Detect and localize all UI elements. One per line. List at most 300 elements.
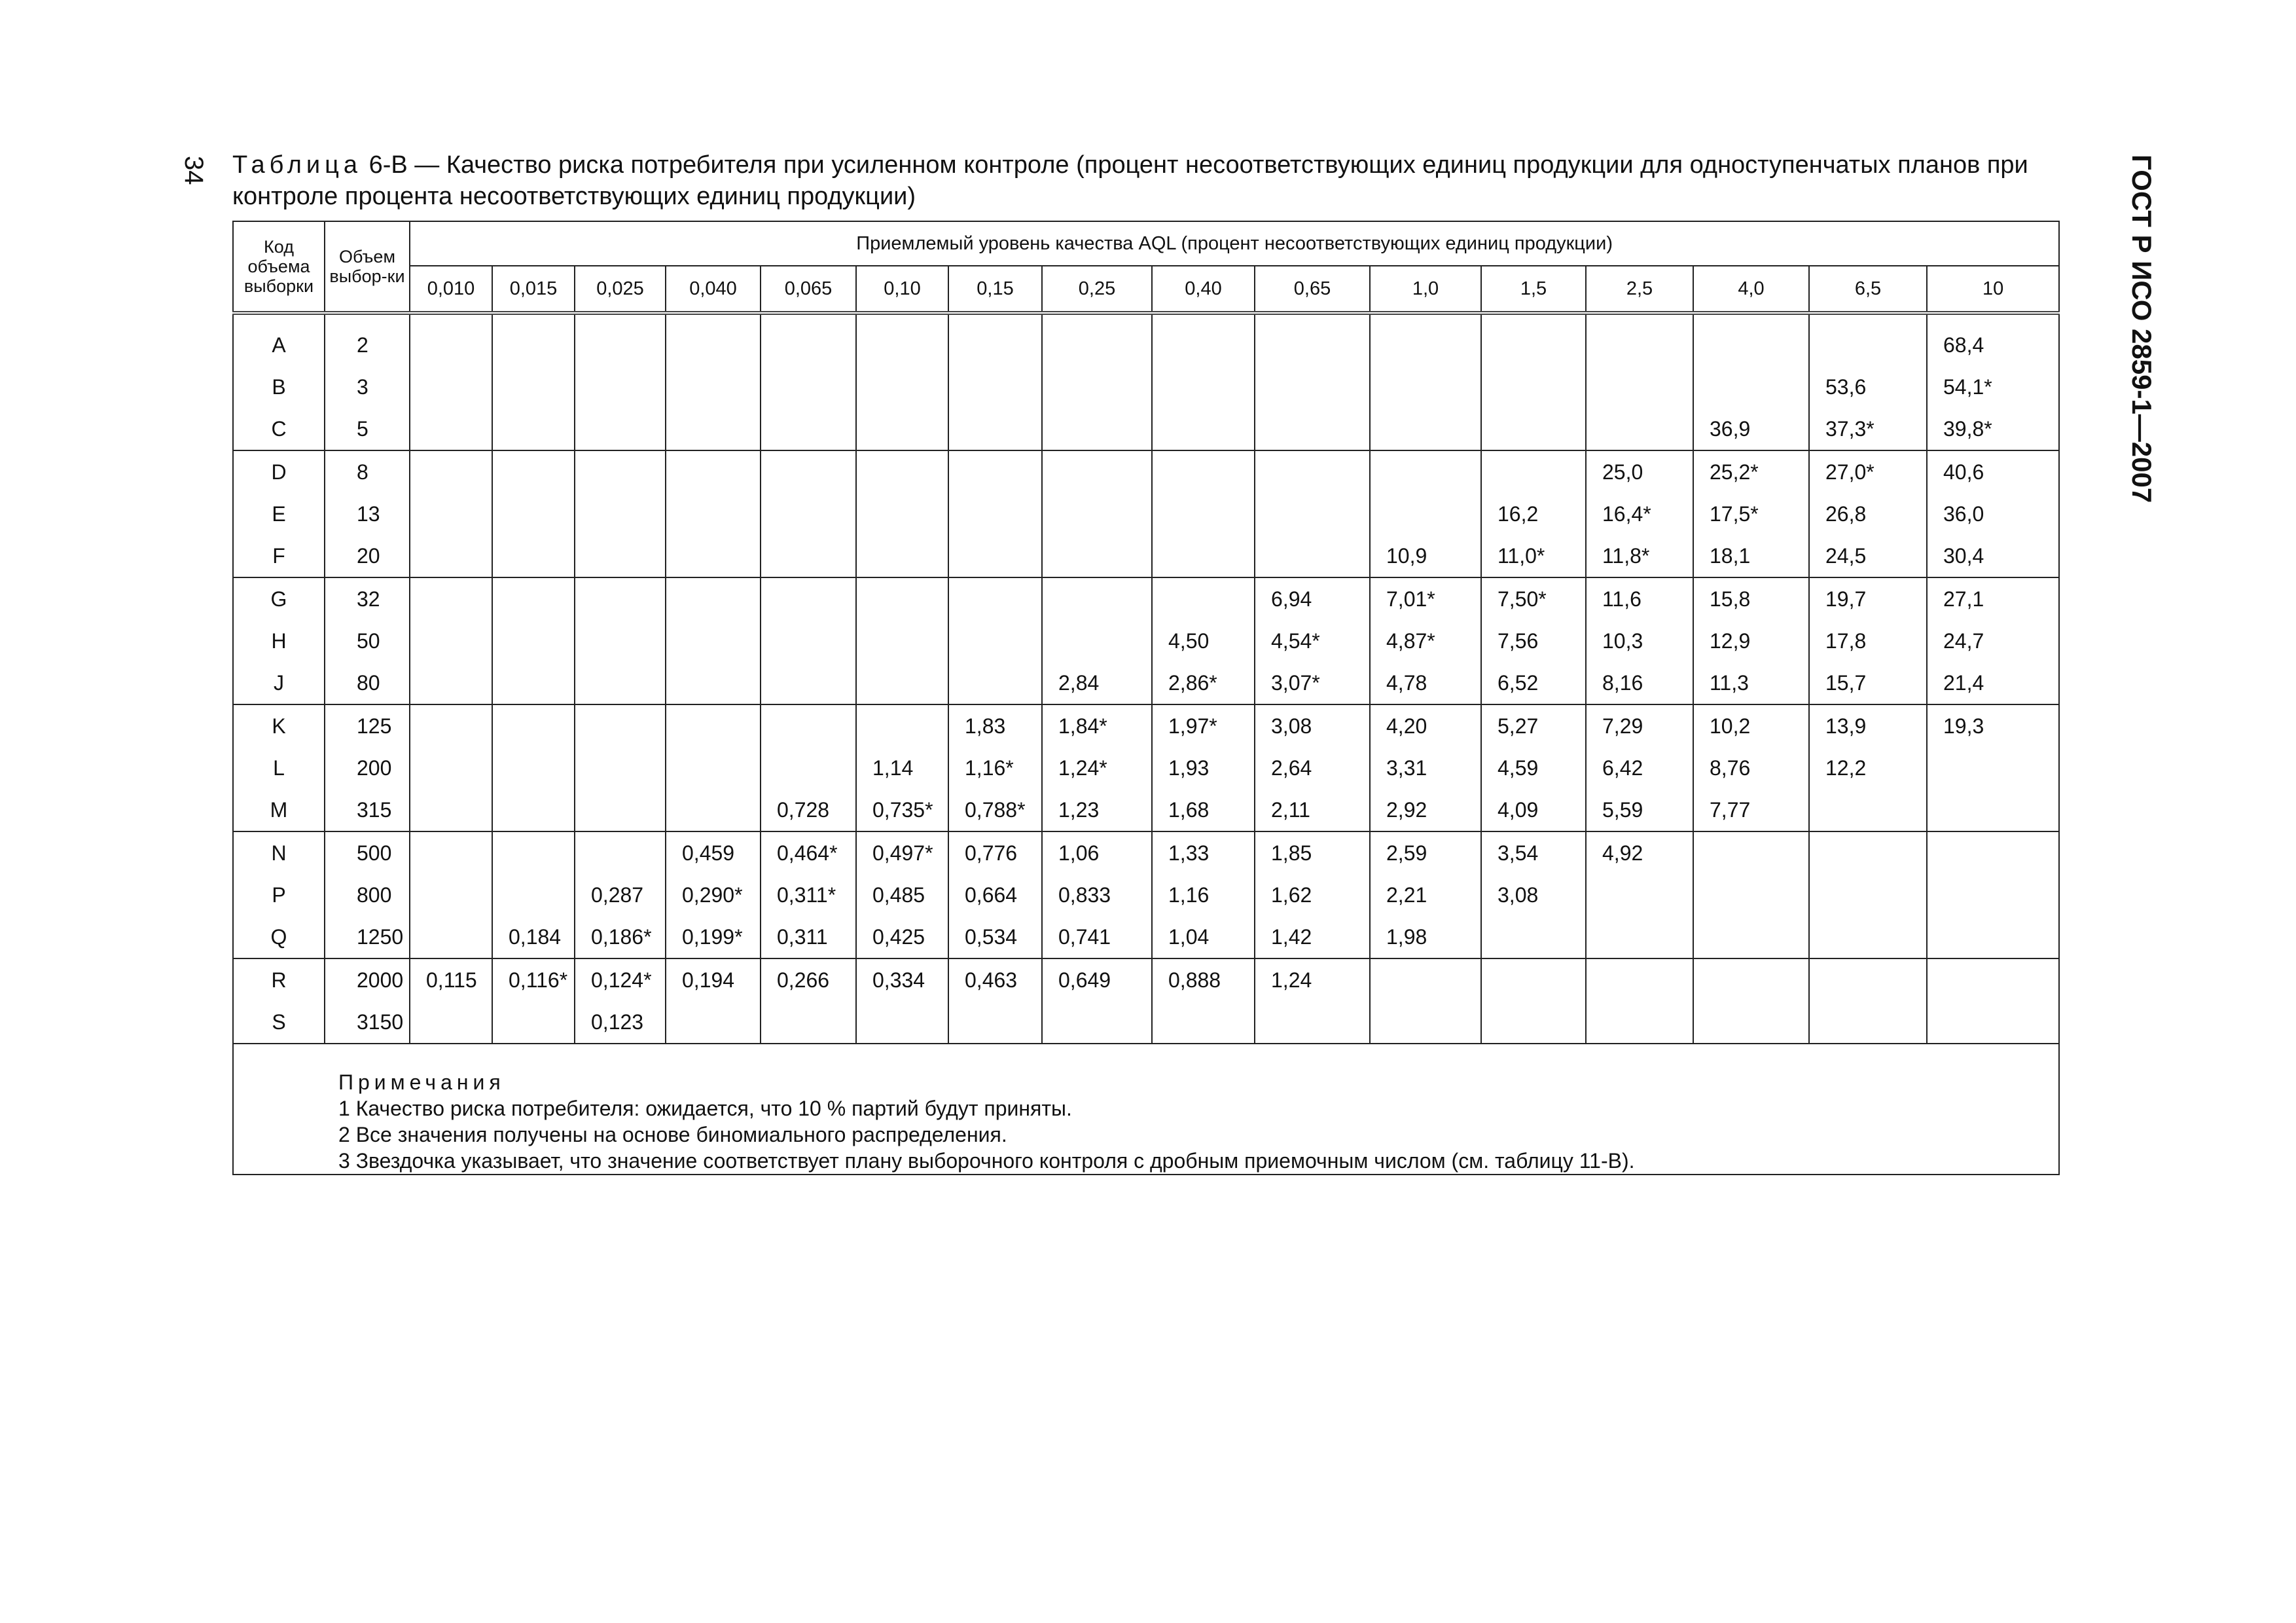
risk-value bbox=[1042, 408, 1152, 450]
risk-value bbox=[410, 366, 492, 408]
risk-value bbox=[492, 366, 575, 408]
risk-value bbox=[1586, 1001, 1693, 1044]
risk-value: 7,77 bbox=[1693, 789, 1809, 831]
risk-value: 13,9 bbox=[1809, 704, 1927, 747]
risk-value bbox=[1586, 874, 1693, 916]
risk-value: 15,7 bbox=[1809, 662, 1927, 704]
risk-value: 0,459 bbox=[666, 831, 761, 874]
risk-value: 3,07* bbox=[1255, 662, 1370, 704]
risk-value bbox=[410, 620, 492, 662]
risk-value: 2,86* bbox=[1152, 662, 1255, 704]
risk-value bbox=[1152, 493, 1255, 535]
sample-code: P bbox=[233, 874, 325, 916]
risk-value bbox=[410, 577, 492, 620]
risk-value: 4,78 bbox=[1370, 662, 1481, 704]
table-row bbox=[233, 789, 2059, 831]
risk-value bbox=[948, 577, 1042, 620]
risk-value bbox=[666, 535, 761, 577]
risk-value bbox=[410, 1001, 492, 1044]
risk-value: 1,68 bbox=[1152, 789, 1255, 831]
risk-value bbox=[666, 313, 761, 366]
risk-value bbox=[492, 704, 575, 747]
risk-value: 4,50 bbox=[1152, 620, 1255, 662]
risk-value: 25,2* bbox=[1693, 450, 1809, 493]
risk-value: 39,8* bbox=[1927, 408, 2059, 450]
risk-value bbox=[856, 408, 948, 450]
risk-value bbox=[1586, 408, 1693, 450]
risk-value: 24,7 bbox=[1927, 620, 2059, 662]
risk-value: 18,1 bbox=[1693, 535, 1809, 577]
sample-size: 20 bbox=[325, 535, 410, 577]
risk-value: 1,98 bbox=[1370, 916, 1481, 958]
table-row bbox=[233, 874, 2059, 916]
sample-code: A bbox=[233, 313, 325, 366]
risk-value bbox=[761, 366, 856, 408]
risk-value: 10,9 bbox=[1370, 535, 1481, 577]
risk-value bbox=[666, 408, 761, 450]
risk-value bbox=[575, 366, 666, 408]
risk-value bbox=[575, 535, 666, 577]
risk-value bbox=[1370, 493, 1481, 535]
risk-value bbox=[492, 577, 575, 620]
risk-value bbox=[575, 831, 666, 874]
aql-column-header: 1,0 bbox=[1370, 266, 1481, 313]
risk-value bbox=[761, 577, 856, 620]
risk-value bbox=[1481, 366, 1586, 408]
risk-value: 1,06 bbox=[1042, 831, 1152, 874]
risk-value: 0,464* bbox=[761, 831, 856, 874]
risk-value bbox=[1809, 313, 1927, 366]
table-title-text: — Качество риска потребителя при усиленном контроле (процент несоответствующих единиц продукции для одноступенчатых планов при контроле процента несоответствующих единиц продукции) bbox=[232, 151, 2028, 210]
table-row bbox=[233, 916, 2059, 958]
sample-size: 1250 bbox=[325, 916, 410, 958]
table-row bbox=[233, 1001, 2059, 1044]
risk-value: 25,0 bbox=[1586, 450, 1693, 493]
risk-value: 0,534 bbox=[948, 916, 1042, 958]
header-aql: Приемлемый уровень качества AQL (процент несоответствующих единиц продукции) bbox=[410, 221, 2059, 266]
risk-value: 3,31 bbox=[1370, 747, 1481, 789]
aql-column-header: 0,040 bbox=[666, 266, 761, 313]
risk-value bbox=[948, 1001, 1042, 1044]
risk-value bbox=[761, 1001, 856, 1044]
risk-value: 4,09 bbox=[1481, 789, 1586, 831]
aql-column-header: 0,015 bbox=[492, 266, 575, 313]
sample-size: 200 bbox=[325, 747, 410, 789]
notes bbox=[233, 1044, 2059, 1175]
risk-value: 1,16 bbox=[1152, 874, 1255, 916]
risk-value bbox=[666, 620, 761, 662]
risk-value: 30,4 bbox=[1927, 535, 2059, 577]
risk-value: 11,0* bbox=[1481, 535, 1586, 577]
risk-value bbox=[1042, 1001, 1152, 1044]
risk-value bbox=[575, 662, 666, 704]
risk-value: 0,788* bbox=[948, 789, 1042, 831]
risk-value: 24,5 bbox=[1809, 535, 1927, 577]
risk-value bbox=[410, 493, 492, 535]
risk-value: 10,3 bbox=[1586, 620, 1693, 662]
table-row bbox=[233, 408, 2059, 450]
risk-value bbox=[575, 789, 666, 831]
risk-value: 4,59 bbox=[1481, 747, 1586, 789]
risk-value: 7,29 bbox=[1586, 704, 1693, 747]
table-row bbox=[233, 313, 2059, 366]
risk-value: 1,24 bbox=[1255, 958, 1370, 1001]
risk-value: 2,59 bbox=[1370, 831, 1481, 874]
sample-size: 3 bbox=[325, 366, 410, 408]
sample-size: 80 bbox=[325, 662, 410, 704]
risk-value: 16,4* bbox=[1586, 493, 1693, 535]
aql-column-header: 0,025 bbox=[575, 266, 666, 313]
risk-value bbox=[1152, 577, 1255, 620]
risk-value bbox=[1481, 916, 1586, 958]
risk-value bbox=[1152, 450, 1255, 493]
risk-value: 1,14 bbox=[856, 747, 948, 789]
sample-code: S bbox=[233, 1001, 325, 1044]
risk-value bbox=[1927, 747, 2059, 789]
risk-value bbox=[761, 450, 856, 493]
risk-value: 11,8* bbox=[1586, 535, 1693, 577]
risk-value bbox=[1809, 916, 1927, 958]
risk-value bbox=[1809, 1001, 1927, 1044]
risk-value: 0,497* bbox=[856, 831, 948, 874]
table-row bbox=[233, 493, 2059, 535]
table-body bbox=[233, 313, 2059, 1044]
risk-value: 19,3 bbox=[1927, 704, 2059, 747]
risk-value bbox=[1693, 916, 1809, 958]
risk-value: 36,9 bbox=[1693, 408, 1809, 450]
risk-value: 12,9 bbox=[1693, 620, 1809, 662]
risk-value bbox=[761, 662, 856, 704]
risk-value bbox=[1370, 408, 1481, 450]
risk-value: 0,311* bbox=[761, 874, 856, 916]
sample-code: G bbox=[233, 577, 325, 620]
table-row bbox=[233, 831, 2059, 874]
aql-column-header: 0,065 bbox=[761, 266, 856, 313]
risk-value: 0,124* bbox=[575, 958, 666, 1001]
risk-value bbox=[1586, 313, 1693, 366]
sample-code: F bbox=[233, 535, 325, 577]
risk-value: 40,6 bbox=[1927, 450, 2059, 493]
risk-value: 21,4 bbox=[1927, 662, 2059, 704]
risk-value: 6,52 bbox=[1481, 662, 1586, 704]
risk-value bbox=[1370, 1001, 1481, 1044]
table-row bbox=[233, 747, 2059, 789]
risk-value bbox=[575, 313, 666, 366]
note-3: 3 Звездочка указывает, что значение соответствует плану выборочного контроля с дробным приемочным числом (см. таблицу 11-В). bbox=[338, 1149, 1635, 1173]
sample-code: J bbox=[233, 662, 325, 704]
sample-code: R bbox=[233, 958, 325, 1001]
header-code: Код объема выборки bbox=[233, 221, 325, 313]
risk-value bbox=[1152, 535, 1255, 577]
risk-value: 19,7 bbox=[1809, 577, 1927, 620]
risk-value bbox=[1255, 450, 1370, 493]
risk-value bbox=[575, 577, 666, 620]
table-row bbox=[233, 704, 2059, 747]
risk-value: 0,184 bbox=[492, 916, 575, 958]
sample-size: 800 bbox=[325, 874, 410, 916]
risk-value bbox=[1255, 493, 1370, 535]
notes-title: Примечания bbox=[338, 1070, 505, 1094]
risk-value bbox=[1927, 789, 2059, 831]
sample-size: 315 bbox=[325, 789, 410, 831]
risk-value bbox=[1586, 916, 1693, 958]
risk-value bbox=[575, 620, 666, 662]
risk-value bbox=[492, 831, 575, 874]
risk-value: 1,84* bbox=[1042, 704, 1152, 747]
risk-value: 0,123 bbox=[575, 1001, 666, 1044]
risk-value bbox=[856, 1001, 948, 1044]
risk-value: 4,20 bbox=[1370, 704, 1481, 747]
risk-value: 0,776 bbox=[948, 831, 1042, 874]
table-row bbox=[233, 366, 2059, 408]
risk-value: 1,62 bbox=[1255, 874, 1370, 916]
risk-value bbox=[666, 1001, 761, 1044]
sample-size: 50 bbox=[325, 620, 410, 662]
risk-value bbox=[1927, 1001, 2059, 1044]
risk-value bbox=[492, 1001, 575, 1044]
risk-value bbox=[410, 874, 492, 916]
risk-value bbox=[666, 366, 761, 408]
risk-value bbox=[492, 789, 575, 831]
sample-code: B bbox=[233, 366, 325, 408]
risk-value bbox=[1255, 366, 1370, 408]
risk-value: 15,8 bbox=[1693, 577, 1809, 620]
sample-size: 8 bbox=[325, 450, 410, 493]
risk-value: 11,6 bbox=[1586, 577, 1693, 620]
risk-value bbox=[1927, 958, 2059, 1001]
risk-value bbox=[1693, 313, 1809, 366]
aql-column-header: 0,15 bbox=[948, 266, 1042, 313]
risk-value: 2,64 bbox=[1255, 747, 1370, 789]
risk-value bbox=[1255, 313, 1370, 366]
risk-value: 0,735* bbox=[856, 789, 948, 831]
risk-value bbox=[1370, 366, 1481, 408]
risk-value: 0,199* bbox=[666, 916, 761, 958]
risk-value: 1,16* bbox=[948, 747, 1042, 789]
risk-value bbox=[856, 366, 948, 408]
risk-value: 36,0 bbox=[1927, 493, 2059, 535]
page-number: 34 bbox=[179, 156, 208, 185]
risk-value bbox=[1042, 493, 1152, 535]
risk-value bbox=[410, 831, 492, 874]
risk-value bbox=[948, 366, 1042, 408]
table-title bbox=[232, 149, 2058, 212]
aql-column-header: 10 bbox=[1927, 266, 2059, 313]
risk-value: 3,08 bbox=[1255, 704, 1370, 747]
risk-value: 54,1* bbox=[1927, 366, 2059, 408]
sample-size: 125 bbox=[325, 704, 410, 747]
risk-value bbox=[948, 493, 1042, 535]
risk-value bbox=[666, 450, 761, 493]
sample-size: 500 bbox=[325, 831, 410, 874]
risk-value: 6,42 bbox=[1586, 747, 1693, 789]
risk-value: 7,01* bbox=[1370, 577, 1481, 620]
table-title-number: 6-В bbox=[368, 151, 408, 179]
risk-value: 7,50* bbox=[1481, 577, 1586, 620]
risk-value bbox=[1693, 1001, 1809, 1044]
risk-value bbox=[666, 747, 761, 789]
header-sample-size: Объем выбор-ки bbox=[325, 221, 410, 313]
risk-value bbox=[856, 450, 948, 493]
risk-value bbox=[1809, 789, 1927, 831]
aql-column-header: 0,40 bbox=[1152, 266, 1255, 313]
risk-value: 3,54 bbox=[1481, 831, 1586, 874]
risk-value bbox=[1481, 1001, 1586, 1044]
risk-value bbox=[1370, 450, 1481, 493]
risk-value bbox=[1927, 916, 2059, 958]
risk-value bbox=[948, 450, 1042, 493]
risk-value: 2,84 bbox=[1042, 662, 1152, 704]
sample-code: L bbox=[233, 747, 325, 789]
risk-value: 4,92 bbox=[1586, 831, 1693, 874]
sample-size: 32 bbox=[325, 577, 410, 620]
risk-value: 1,93 bbox=[1152, 747, 1255, 789]
risk-value: 0,194 bbox=[666, 958, 761, 1001]
risk-value: 12,2 bbox=[1809, 747, 1927, 789]
table-row bbox=[233, 958, 2059, 1001]
risk-value bbox=[1481, 958, 1586, 1001]
risk-value: 11,3 bbox=[1693, 662, 1809, 704]
aql-column-header: 0,65 bbox=[1255, 266, 1370, 313]
risk-value bbox=[1586, 958, 1693, 1001]
risk-value: 3,08 bbox=[1481, 874, 1586, 916]
risk-value: 5,27 bbox=[1481, 704, 1586, 747]
risk-value bbox=[1042, 577, 1152, 620]
risk-value bbox=[948, 620, 1042, 662]
risk-value bbox=[761, 313, 856, 366]
risk-value: 4,54* bbox=[1255, 620, 1370, 662]
standard-designation: ГОСТ Р ИСО 2859-1—2007 bbox=[2126, 155, 2157, 503]
risk-value bbox=[492, 408, 575, 450]
risk-value bbox=[1042, 366, 1152, 408]
risk-value: 0,266 bbox=[761, 958, 856, 1001]
risk-value bbox=[948, 408, 1042, 450]
risk-value bbox=[492, 620, 575, 662]
risk-value bbox=[856, 620, 948, 662]
risk-value bbox=[1809, 958, 1927, 1001]
risk-value bbox=[575, 704, 666, 747]
risk-value: 2,92 bbox=[1370, 789, 1481, 831]
aql-header-row bbox=[233, 266, 2059, 313]
risk-value: 0,664 bbox=[948, 874, 1042, 916]
risk-value bbox=[761, 493, 856, 535]
risk-value bbox=[1042, 535, 1152, 577]
risk-value: 2,21 bbox=[1370, 874, 1481, 916]
risk-value bbox=[410, 747, 492, 789]
risk-value: 0,311 bbox=[761, 916, 856, 958]
risk-value: 4,87* bbox=[1370, 620, 1481, 662]
risk-value bbox=[948, 313, 1042, 366]
aql-column-header: 0,010 bbox=[410, 266, 492, 313]
risk-value bbox=[1370, 313, 1481, 366]
risk-value bbox=[1152, 366, 1255, 408]
risk-value: 0,741 bbox=[1042, 916, 1152, 958]
risk-value: 1,23 bbox=[1042, 789, 1152, 831]
risk-value bbox=[492, 747, 575, 789]
risk-value: 0,485 bbox=[856, 874, 948, 916]
risk-value: 27,1 bbox=[1927, 577, 2059, 620]
risk-value bbox=[1255, 408, 1370, 450]
aql-column-header: 2,5 bbox=[1586, 266, 1693, 313]
aql-column-header: 0,25 bbox=[1042, 266, 1152, 313]
risk-value: 68,4 bbox=[1927, 313, 2059, 366]
risk-value bbox=[410, 704, 492, 747]
risk-value bbox=[856, 662, 948, 704]
risk-value bbox=[1152, 408, 1255, 450]
risk-value bbox=[948, 662, 1042, 704]
risk-value bbox=[410, 408, 492, 450]
risk-value bbox=[856, 704, 948, 747]
sample-code: N bbox=[233, 831, 325, 874]
risk-value bbox=[410, 535, 492, 577]
risk-value: 1,97* bbox=[1152, 704, 1255, 747]
risk-value bbox=[1481, 313, 1586, 366]
risk-value bbox=[410, 916, 492, 958]
sample-size: 2 bbox=[325, 313, 410, 366]
risk-value bbox=[1927, 831, 2059, 874]
aql-column-header: 0,10 bbox=[856, 266, 948, 313]
table-row bbox=[233, 535, 2059, 577]
risk-value: 5,59 bbox=[1586, 789, 1693, 831]
risk-value bbox=[575, 493, 666, 535]
risk-value: 0,334 bbox=[856, 958, 948, 1001]
risk-value bbox=[761, 620, 856, 662]
risk-value bbox=[1255, 535, 1370, 577]
risk-value: 0,888 bbox=[1152, 958, 1255, 1001]
risk-value bbox=[666, 577, 761, 620]
risk-value bbox=[492, 313, 575, 366]
sample-code: Q bbox=[233, 916, 325, 958]
risk-value bbox=[856, 493, 948, 535]
risk-value: 17,8 bbox=[1809, 620, 1927, 662]
risk-value: 1,85 bbox=[1255, 831, 1370, 874]
risk-value bbox=[666, 704, 761, 747]
table-row bbox=[233, 662, 2059, 704]
risk-value bbox=[1481, 408, 1586, 450]
risk-value: 1,33 bbox=[1152, 831, 1255, 874]
risk-value bbox=[1693, 366, 1809, 408]
risk-value: 0,649 bbox=[1042, 958, 1152, 1001]
risk-value: 27,0* bbox=[1809, 450, 1927, 493]
risk-value bbox=[410, 662, 492, 704]
risk-value: 53,6 bbox=[1809, 366, 1927, 408]
risk-value: 0,115 bbox=[410, 958, 492, 1001]
risk-value bbox=[1481, 450, 1586, 493]
aql-column-header: 1,5 bbox=[1481, 266, 1586, 313]
risk-value bbox=[948, 535, 1042, 577]
risk-value bbox=[492, 662, 575, 704]
risk-value bbox=[666, 662, 761, 704]
risk-value bbox=[856, 313, 948, 366]
sample-code: C bbox=[233, 408, 325, 450]
risk-value: 8,76 bbox=[1693, 747, 1809, 789]
sample-size: 3150 bbox=[325, 1001, 410, 1044]
risk-value bbox=[1809, 874, 1927, 916]
risk-value: 0,728 bbox=[761, 789, 856, 831]
risk-value: 16,2 bbox=[1481, 493, 1586, 535]
sample-code: H bbox=[233, 620, 325, 662]
risk-value bbox=[492, 493, 575, 535]
risk-value bbox=[666, 789, 761, 831]
table-title-label: Таблица bbox=[232, 151, 362, 179]
risk-value: 0,186* bbox=[575, 916, 666, 958]
risk-value: 26,8 bbox=[1809, 493, 1927, 535]
risk-value bbox=[1693, 874, 1809, 916]
risk-value bbox=[1693, 958, 1809, 1001]
risk-value: 0,463 bbox=[948, 958, 1042, 1001]
risk-value bbox=[410, 789, 492, 831]
risk-value bbox=[492, 535, 575, 577]
